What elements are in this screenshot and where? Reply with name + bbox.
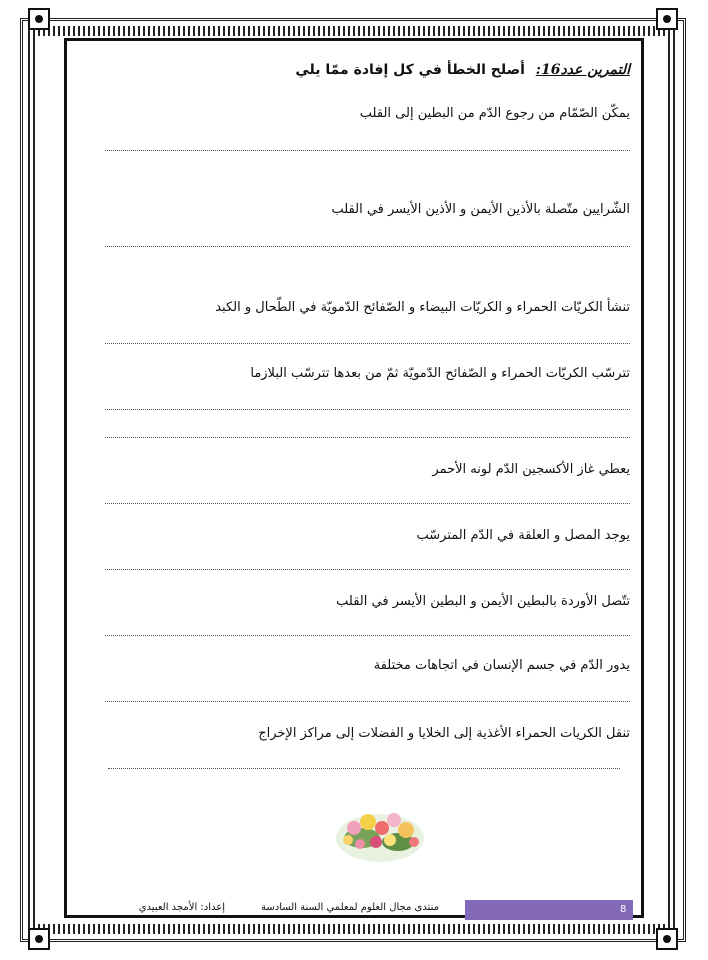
statement-3 xyxy=(95,297,630,319)
corner-ornament xyxy=(656,8,678,30)
answer-line[interactable] xyxy=(105,437,630,438)
worksheet-content xyxy=(95,55,630,741)
page-footer xyxy=(80,900,632,920)
statement-text: تنقل الكريات الحمراء الأغذية إلى الخلايا و الفضلات إلى مراكز الإخراج xyxy=(258,726,630,741)
statement-6 xyxy=(95,525,630,547)
flower-bouquet-image xyxy=(332,798,428,866)
answer-line[interactable] xyxy=(105,569,630,570)
footer-author: إعداد: الأمجد العبيدي xyxy=(138,902,225,913)
statement-text: تتّصل الأوردة بالبطين الأيمن و البطين الأيسر في القلب xyxy=(336,594,630,609)
answer-line[interactable] xyxy=(105,701,630,702)
exercise-question: أصلح الخطأ في كل إفادة ممّا يلي xyxy=(295,62,525,78)
answer-line[interactable] xyxy=(105,635,630,636)
statement-7 xyxy=(95,591,630,613)
statement-8 xyxy=(95,655,630,677)
corner-ornament xyxy=(28,928,50,950)
corner-ornament xyxy=(656,928,678,950)
footer-forum: منتدى مجال العلوم لمعلمي السنة السادسة xyxy=(261,902,439,913)
exercise-title xyxy=(95,55,630,85)
statement-text: يعطي غاز الأكسجين الدّم لونه الأحمر xyxy=(432,462,630,477)
answer-line[interactable] xyxy=(105,503,630,504)
statement-text: الشّرايين متّصلة بالأذين الأيمن و الأذين الأيسر في القلب xyxy=(331,202,630,217)
statement-4 xyxy=(95,363,630,385)
statement-text: يدور الدّم في جسم الإنسان في اتجاهات مختلفة xyxy=(373,658,630,673)
statement-1 xyxy=(95,103,630,125)
page-number: 8 xyxy=(620,904,627,915)
statement-text: تنشأ الكريّات الحمراء و الكريّات البيضاء و الصّفائح الدّمويّة في الطّحال و الكبد xyxy=(215,300,630,315)
answer-line[interactable] xyxy=(105,409,630,410)
statement-text: يمكّن الصّمّام من رجوع الدّم من البطين إلى القلب xyxy=(359,106,630,121)
answer-line[interactable] xyxy=(108,768,620,769)
statement-text: يوجد المصل و العلقة في الدّم المترسّب xyxy=(416,528,630,543)
corner-ornament xyxy=(28,8,50,30)
answer-line[interactable] xyxy=(105,246,630,247)
statement-5 xyxy=(95,459,630,481)
exercise-label: التمرين عدد16: xyxy=(535,62,630,78)
footer-page-bar xyxy=(465,900,633,920)
statement-9 xyxy=(95,723,630,745)
answer-line[interactable] xyxy=(105,343,630,344)
statement-text: تترسّب الكريّات الحمراء و الصّفائح الدّمويّة ثمّ من بعدها تترسّب البلازما xyxy=(250,366,630,381)
statement-2 xyxy=(95,199,630,221)
answer-line[interactable] xyxy=(105,150,630,151)
